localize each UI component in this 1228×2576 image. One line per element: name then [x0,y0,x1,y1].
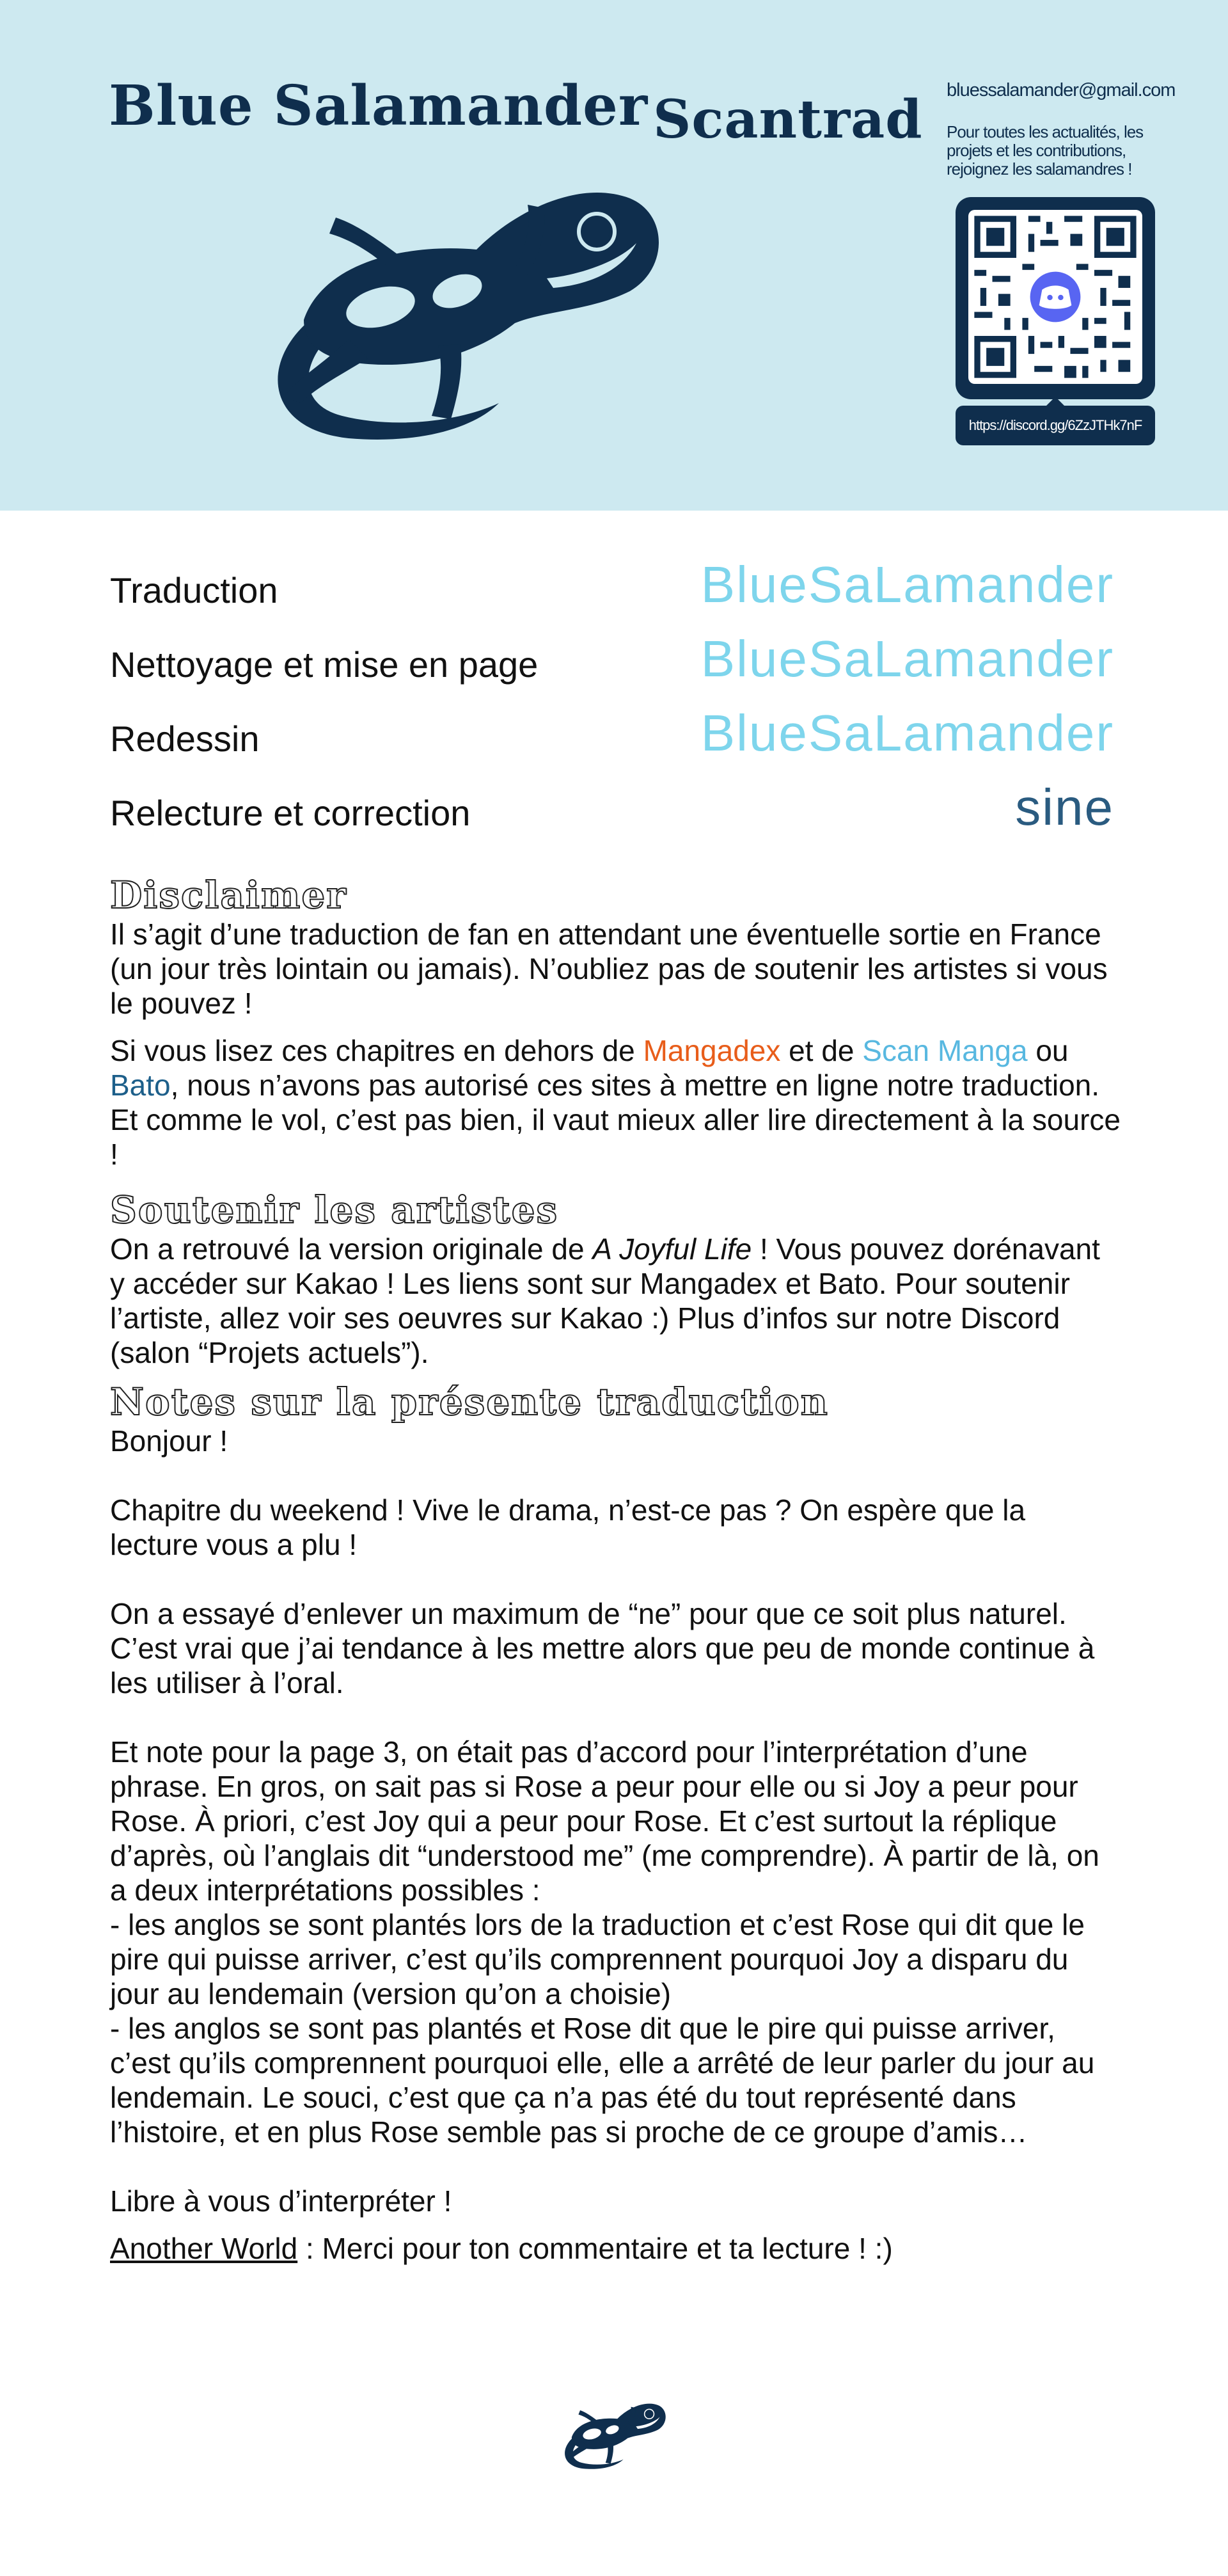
salamander-icon [246,173,681,461]
credit-role: Redessin [110,719,260,759]
work-title: A Joyful Life [592,1232,752,1266]
reader-name-link[interactable]: Another World [110,2232,298,2265]
qr-code-pattern [968,210,1142,384]
notes-paragraph: Chapitre du weekend ! Vive le drama, n’est-ce pas ? On espère que la lecture vous a plu ! [110,1493,1026,1561]
brand-title [109,74,923,150]
credits-list [110,555,1114,852]
text-fragment: ! Vous pouvez dorénavant y accéder sur Kakao ! Les liens sont sur Mangadex et Bato. Pour soutenir l’artiste, allez voir ses oeuvres sur Kakao :) Plus d’infos sur notre Discord (salon “Projets actuels”). [110,1232,1100,1369]
support-title: Soutenir les artistes [110,1188,559,1232]
scan-manga-link[interactable]: Scan Manga [862,1034,1028,1067]
notes-paragraph: Libre à vous d’interpréter ! [110,2184,452,2218]
brand-title-sub: Scantrad [653,89,923,150]
main-content [110,873,1121,2266]
salamander-icon [556,2398,672,2475]
join-note: Pour toutes les actualités, les projets et les contributions, rejoignez les salamandres ! [947,122,1144,179]
text-fragment: On a retrouvé la version originale de [110,1232,593,1266]
credit-name: sine [1015,779,1114,836]
text-fragment: , nous n’avons pas autorisé ces sites à mettre en ligne notre traduction. Et comme le vol, c’est pas bien, il vaut mieux aller lire directement à la source ! [110,1069,1121,1171]
reply-text: : Merci pour ton commentaire et ta lecture ! :) [297,2232,893,2265]
disclaimer-title: Disclaimer [110,873,347,917]
notes-paragraph: On a essayé d’enlever un maximum de “ne” pour que ce soit plus naturel. C’est vrai que j’ai tendance à les mettre alors que peu de monde continue à les utiliser à l’oral. [110,1597,1095,1699]
credit-name: BlueSaLamander [700,704,1114,761]
notes-title: Notes sur la présente traduction [110,1380,829,1424]
contact-email[interactable]: bluessalamander@gmail.com [947,80,1176,100]
notes-greeting: Bonjour ! [110,1424,228,1458]
discord-invite-link[interactable]: https://discord.gg/6ZzJTHk7nF [956,406,1155,445]
header-banner [0,0,1228,511]
credit-row [110,704,1114,778]
brand-title-main: Blue Salamander [109,74,649,138]
notes-list-item: - les anglos se sont pas plantés et Rose dit que le pire qui puisse arriver, c’est qu’ils comprennent pourquoi elle, elle a arrêté de leur parler du jour au lendemain. Le souci, c’est que ça n’a pas été du tout représenté dans l’histoire, et en plus Rose semble pas si proche de ce groupe d’amis… [110,2012,1095,2149]
credit-name: BlueSaLamander [700,556,1114,613]
credit-role: Traduction [110,570,278,610]
text-fragment: ou [1027,1034,1069,1067]
disclaimer-paragraph: Il s’agit d’une traduction de fan en attendant une éventuelle sortie en France (un jour très lointain ou jamais). N’oubliez pas de soutenir les artistes si vous le pouvez ! [110,918,1108,1020]
credit-row [110,555,1114,630]
notes-list-item: - les anglos se sont plantés lors de la traduction et c’est Rose qui dit que le pire qui puisse arriver, c’est qu’ils comprennent pourquoi Joy a disparu du jour au lendemain (version qu’on a choisie) [110,1908,1085,2010]
credit-role: Relecture et correction [110,793,471,833]
discord-qr-card[interactable] [956,197,1155,399]
reader-reply [110,2231,1121,2266]
support-paragraph [110,1232,1121,1370]
discord-qr-icon [968,210,1142,384]
credit-row [110,630,1114,704]
text-fragment: Si vous lisez ces chapitres en dehors de [110,1034,643,1067]
credit-name: BlueSaLamander [700,630,1114,687]
notes-paragraph: Et note pour la page 3, on était pas d’accord pour l’interprétation d’une phrase. En gros, on sait pas si Rose a peur pour elle ou si Joy a peur pour Rose. À priori, c’est Joy qui a peur pour Rose. Et c’est surtout la réplique d’après, où l’anglais dit “understood me” (me comprendre). À partir de là, on a deux interprétations possibles : [110,1735,1099,1907]
credit-row [110,778,1114,852]
mangadex-link[interactable]: Mangadex [643,1034,781,1067]
bato-link[interactable]: Bato [110,1069,171,1102]
text-fragment: et de [780,1034,863,1067]
disclaimer-sites-paragraph [110,1033,1121,1172]
credit-role: Nettoyage et mise en page [110,644,539,685]
